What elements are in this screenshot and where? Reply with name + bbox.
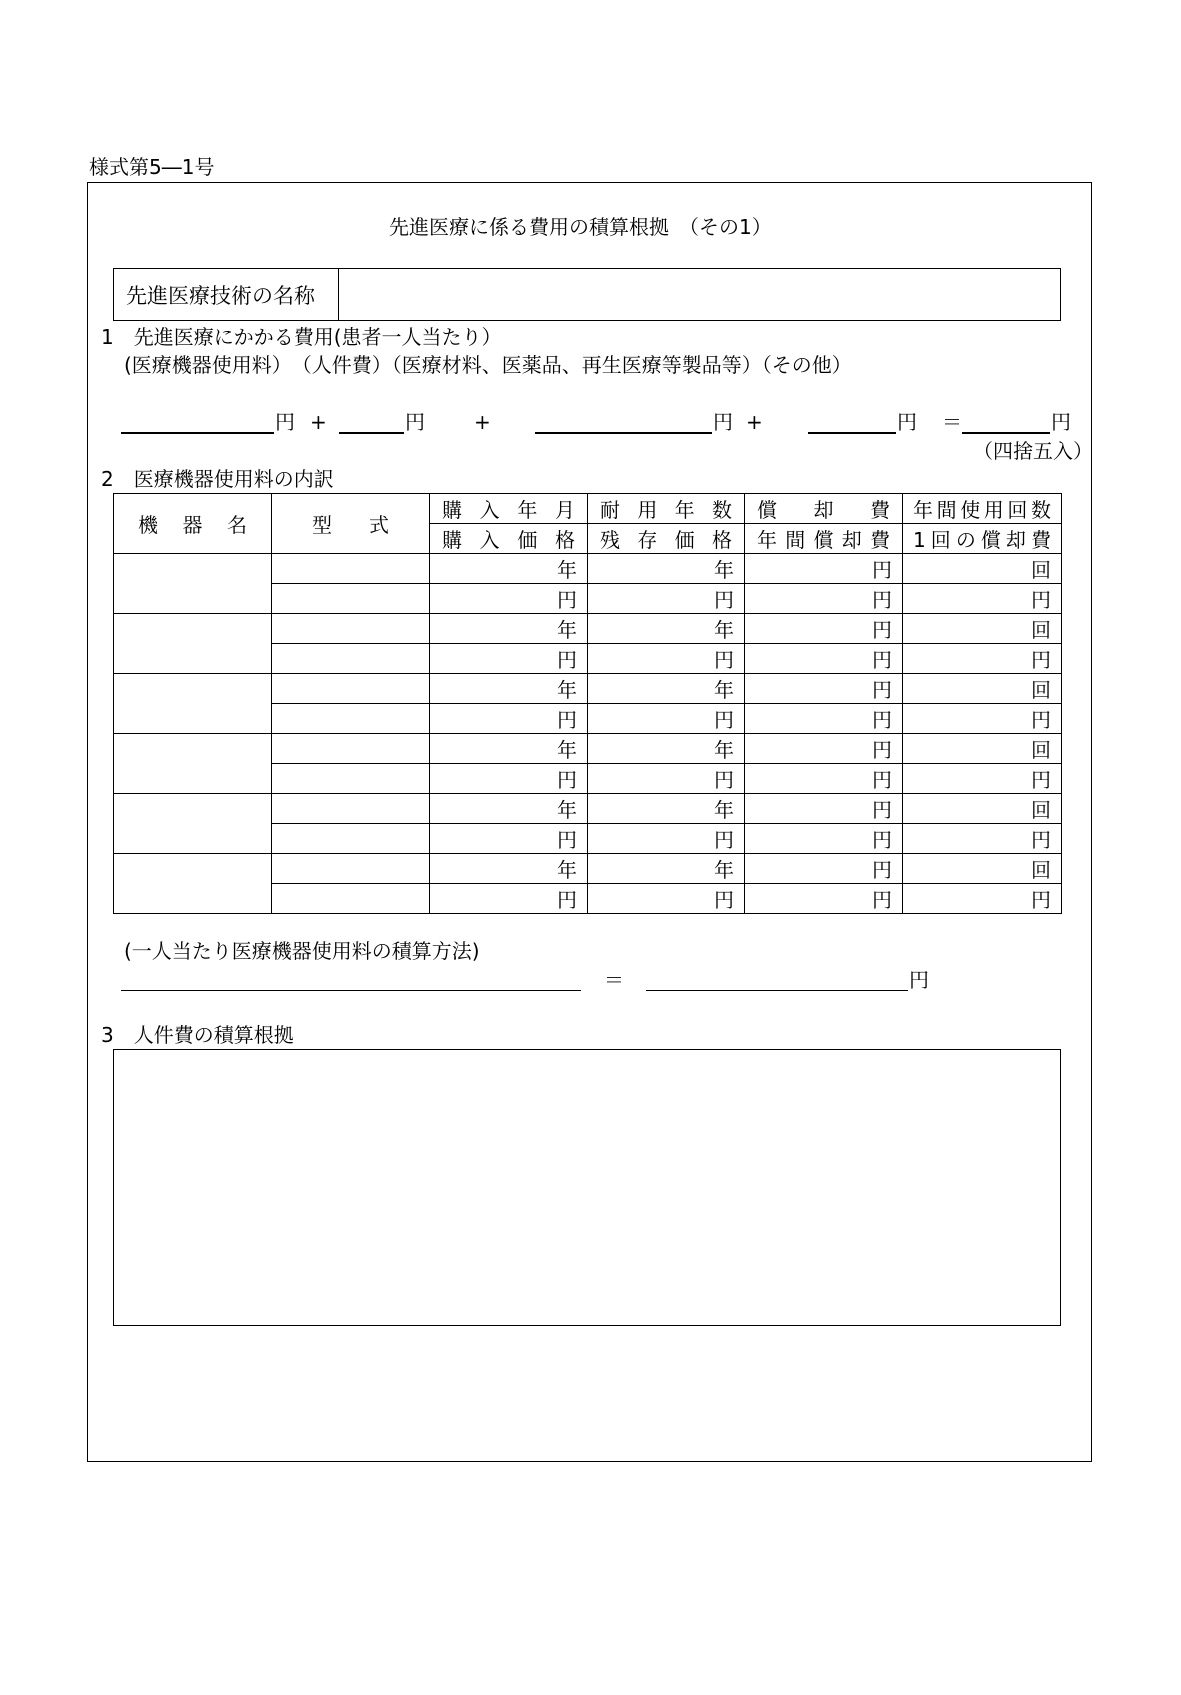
model-cell[interactable] bbox=[272, 854, 430, 884]
other-cost-field[interactable] bbox=[808, 432, 896, 434]
purchase-date-cell[interactable]: 年 bbox=[430, 614, 588, 644]
annual-uses-cell[interactable]: 回 bbox=[903, 554, 1062, 584]
annual-depreciation-cell[interactable]: 円 bbox=[745, 824, 903, 854]
purchase-price-cell[interactable]: 円 bbox=[430, 584, 588, 614]
purchase-price-cell[interactable]: 円 bbox=[430, 824, 588, 854]
tech-name-field[interactable] bbox=[339, 269, 1060, 320]
model-cell-2[interactable] bbox=[272, 764, 430, 794]
calc-equals-sign: ＝ bbox=[604, 968, 624, 992]
calc-yen-unit: 円 bbox=[909, 968, 929, 992]
model-cell-2[interactable] bbox=[272, 884, 430, 914]
per-use-depreciation-cell[interactable]: 円 bbox=[903, 704, 1062, 734]
depreciation-cell[interactable]: 円 bbox=[745, 614, 903, 644]
device-name-cell[interactable] bbox=[114, 674, 272, 734]
header-residual-value: 残存価格 bbox=[588, 524, 745, 554]
residual-value-cell[interactable]: 円 bbox=[588, 824, 745, 854]
section2-heading: 2 医療機器使用料の内訳 bbox=[101, 467, 334, 491]
purchase-price-cell[interactable]: 円 bbox=[430, 884, 588, 914]
calc-method-result-field[interactable] bbox=[646, 990, 908, 991]
annual-depreciation-cell[interactable]: 円 bbox=[745, 704, 903, 734]
table-row bbox=[114, 554, 1062, 584]
service-life-cell[interactable]: 年 bbox=[588, 734, 745, 764]
device-name-cell[interactable] bbox=[114, 734, 272, 794]
equals-sign: ＝ bbox=[942, 410, 962, 434]
yen-unit-5: 円 bbox=[1051, 410, 1071, 434]
rounding-note: （四捨五入） bbox=[973, 439, 1093, 463]
per-use-depreciation-cell[interactable]: 円 bbox=[903, 884, 1062, 914]
purchase-date-cell[interactable]: 年 bbox=[430, 734, 588, 764]
header-model: 型式 bbox=[272, 494, 430, 554]
table-header-row bbox=[114, 494, 1062, 524]
personnel-cost-field[interactable] bbox=[339, 432, 404, 434]
table-row bbox=[114, 674, 1062, 704]
section3-heading: 3 人件費の積算根拠 bbox=[101, 1023, 294, 1047]
purchase-price-cell[interactable]: 円 bbox=[430, 764, 588, 794]
page-title: 先進医療に係る費用の積算根拠 （その1） bbox=[389, 215, 772, 239]
service-life-cell[interactable]: 年 bbox=[588, 554, 745, 584]
header-annual-depreciation: 年間償却費 bbox=[745, 524, 903, 554]
device-name-cell[interactable] bbox=[114, 854, 272, 914]
model-cell-2[interactable] bbox=[272, 824, 430, 854]
device-name-cell[interactable] bbox=[114, 794, 272, 854]
table-row bbox=[114, 854, 1062, 884]
per-use-depreciation-cell[interactable]: 円 bbox=[903, 824, 1062, 854]
table-row bbox=[114, 614, 1062, 644]
depreciation-cell[interactable]: 円 bbox=[745, 794, 903, 824]
residual-value-cell[interactable]: 円 bbox=[588, 644, 745, 674]
residual-value-cell[interactable]: 円 bbox=[588, 764, 745, 794]
form-number: 様式第5―1号 bbox=[89, 155, 215, 179]
annual-uses-cell[interactable]: 回 bbox=[903, 674, 1062, 704]
plus-sign-3: + bbox=[746, 410, 763, 434]
total-cost-field[interactable] bbox=[962, 432, 1050, 434]
depreciation-cell[interactable]: 円 bbox=[745, 674, 903, 704]
material-cost-field[interactable] bbox=[535, 432, 712, 434]
purchase-date-cell[interactable]: 年 bbox=[430, 554, 588, 584]
tech-name-row bbox=[113, 268, 1061, 321]
calc-method-label: (一人当たり医療機器使用料の積算方法) bbox=[124, 939, 480, 963]
per-use-depreciation-cell[interactable]: 円 bbox=[903, 584, 1062, 614]
device-name-cell[interactable] bbox=[114, 614, 272, 674]
header-purchase-date: 購入年月 bbox=[430, 494, 588, 524]
model-cell-2[interactable] bbox=[272, 704, 430, 734]
calc-method-formula-field[interactable] bbox=[121, 990, 581, 991]
annual-uses-cell[interactable]: 回 bbox=[903, 854, 1062, 884]
header-per-use-depreciation: 1回の償却費 bbox=[903, 524, 1062, 554]
residual-value-cell[interactable]: 円 bbox=[588, 704, 745, 734]
section1-categories: (医療機器使用料） （人件費）（医療材料、医薬品、再生医療等製品等）（その他） bbox=[124, 353, 852, 377]
tech-name-label: 先進医療技術の名称 bbox=[114, 269, 339, 320]
header-annual-uses: 年間使用回数 bbox=[903, 494, 1062, 524]
annual-uses-cell[interactable]: 回 bbox=[903, 794, 1062, 824]
model-cell[interactable] bbox=[272, 794, 430, 824]
device-name-cell[interactable] bbox=[114, 554, 272, 614]
purchase-price-cell[interactable]: 円 bbox=[430, 704, 588, 734]
yen-unit-1: 円 bbox=[275, 410, 295, 434]
annual-depreciation-cell[interactable]: 円 bbox=[745, 764, 903, 794]
purchase-date-cell[interactable]: 年 bbox=[430, 674, 588, 704]
equipment-table bbox=[113, 493, 1062, 914]
service-life-cell[interactable]: 年 bbox=[588, 794, 745, 824]
depreciation-cell[interactable]: 円 bbox=[745, 734, 903, 764]
depreciation-cell[interactable]: 円 bbox=[745, 554, 903, 584]
header-device-name: 機器名 bbox=[114, 494, 272, 554]
per-use-depreciation-cell[interactable]: 円 bbox=[903, 764, 1062, 794]
table-row bbox=[114, 794, 1062, 824]
depreciation-cell[interactable]: 円 bbox=[745, 854, 903, 884]
yen-unit-2: 円 bbox=[405, 410, 425, 434]
purchase-date-cell[interactable]: 年 bbox=[430, 794, 588, 824]
model-cell[interactable] bbox=[272, 734, 430, 764]
header-purchase-price: 購入価格 bbox=[430, 524, 588, 554]
personnel-cost-basis-box[interactable] bbox=[113, 1049, 1061, 1326]
annual-depreciation-cell[interactable]: 円 bbox=[745, 644, 903, 674]
residual-value-cell[interactable]: 円 bbox=[588, 884, 745, 914]
purchase-price-cell[interactable]: 円 bbox=[430, 644, 588, 674]
model-cell[interactable] bbox=[272, 614, 430, 644]
annual-depreciation-cell[interactable]: 円 bbox=[745, 884, 903, 914]
model-cell[interactable] bbox=[272, 554, 430, 584]
service-life-cell[interactable]: 年 bbox=[588, 854, 745, 884]
service-life-cell[interactable]: 年 bbox=[588, 674, 745, 704]
annual-uses-cell[interactable]: 回 bbox=[903, 614, 1062, 644]
purchase-date-cell[interactable]: 年 bbox=[430, 854, 588, 884]
plus-sign-2: + bbox=[474, 410, 491, 434]
yen-unit-4: 円 bbox=[897, 410, 917, 434]
model-cell-2[interactable] bbox=[272, 644, 430, 674]
annual-depreciation-cell[interactable]: 円 bbox=[745, 584, 903, 614]
header-depreciation: 償却費 bbox=[745, 494, 903, 524]
header-service-life: 耐用年数 bbox=[588, 494, 745, 524]
table-row bbox=[114, 734, 1062, 764]
per-use-depreciation-cell[interactable]: 円 bbox=[903, 644, 1062, 674]
plus-sign-1: + bbox=[310, 410, 327, 434]
annual-uses-cell[interactable]: 回 bbox=[903, 734, 1062, 764]
model-cell[interactable] bbox=[272, 674, 430, 704]
residual-value-cell[interactable]: 円 bbox=[588, 584, 745, 614]
model-cell-2[interactable] bbox=[272, 584, 430, 614]
yen-unit-3: 円 bbox=[713, 410, 733, 434]
equipment-cost-field[interactable] bbox=[121, 432, 274, 434]
service-life-cell[interactable]: 年 bbox=[588, 614, 745, 644]
section1-heading: 1 先進医療にかかる費用(患者一人当たり） bbox=[101, 325, 502, 349]
